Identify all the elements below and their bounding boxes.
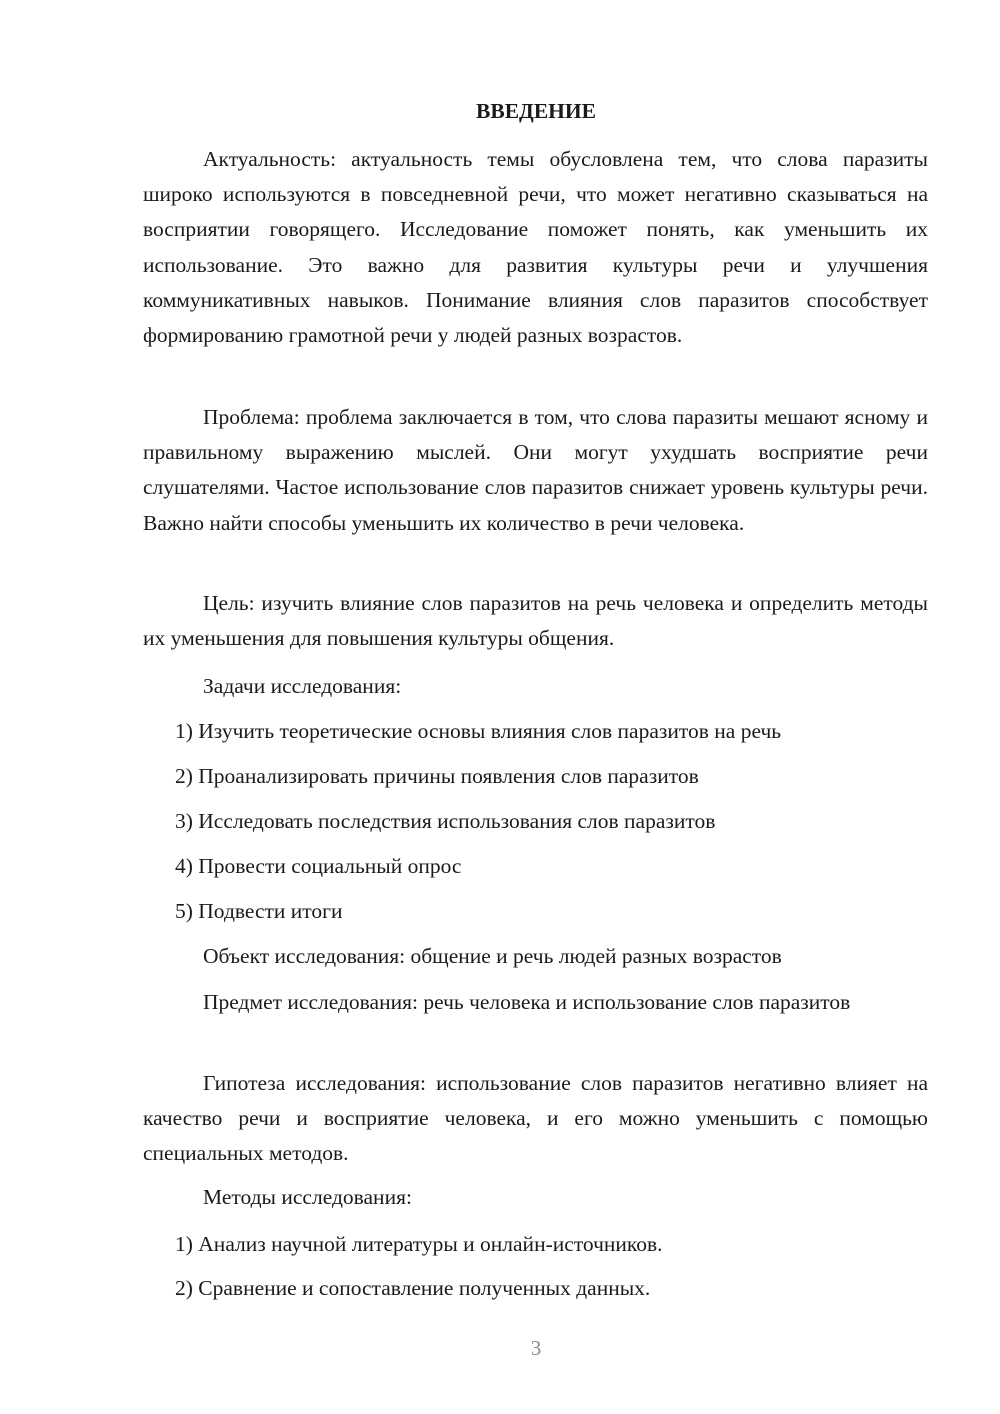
task-item: 1) Изучить теоретические основы влияния слов паразитов на речь <box>175 719 782 743</box>
task-item: 5) Подвести итоги <box>175 899 343 923</box>
method-item: 2) Сравнение и сопоставление полученных данных. <box>175 1276 651 1300</box>
method-item: 1) Анализ научной литературы и онлайн-источников. <box>175 1232 663 1256</box>
problem-paragraph: Проблема: проблема заключается в том, что слова паразиты мешают ясному и правильному выражению мыслей. Они могут ухудшать восприятие речи слушателями. Частое использование слов паразитов снижает уровень культуры речи. Важно найти способы уменьшить их количество в речи человека. <box>143 405 928 535</box>
object-paragraph: Объект исследования: общение и речь людей разных возрастов <box>203 944 782 968</box>
task-item: 3) Исследовать последствия использования слов паразитов <box>175 809 716 833</box>
relevance-paragraph: Актуальность: актуальность темы обусловлена тем, что слова паразиты широко используются в повседневной речи, что может негативно сказываться на восприятии говорящего. Исследование поможет понять, как уменьшить их использование. Это важно для развития культуры речи и улучшения коммуникативных навыков. Понимание влияния слов паразитов способствует формированию грамотной речи у людей разных возрастов. <box>143 147 928 348</box>
tasks-heading: Задачи исследования: <box>203 674 402 698</box>
page-title: ВВЕДЕНИЕ <box>476 99 596 123</box>
goal-paragraph: Цель: изучить влияние слов паразитов на речь человека и определить методы их уменьшения для повышения культуры общения. <box>143 591 928 651</box>
methods-heading: Методы исследования: <box>203 1185 412 1209</box>
subject-paragraph: Предмет исследования: речь человека и использование слов паразитов <box>203 990 851 1014</box>
page-number: 3 <box>530 1336 542 1360</box>
hypothesis-paragraph: Гипотеза исследования: использование слов паразитов негативно влияет на качество речи и восприятие человека, и его можно уменьшить с помощью специальных методов. <box>143 1071 928 1166</box>
task-item: 4) Провести социальный опрос <box>175 854 462 878</box>
task-item: 2) Проанализировать причины появления слов паразитов <box>175 764 699 788</box>
